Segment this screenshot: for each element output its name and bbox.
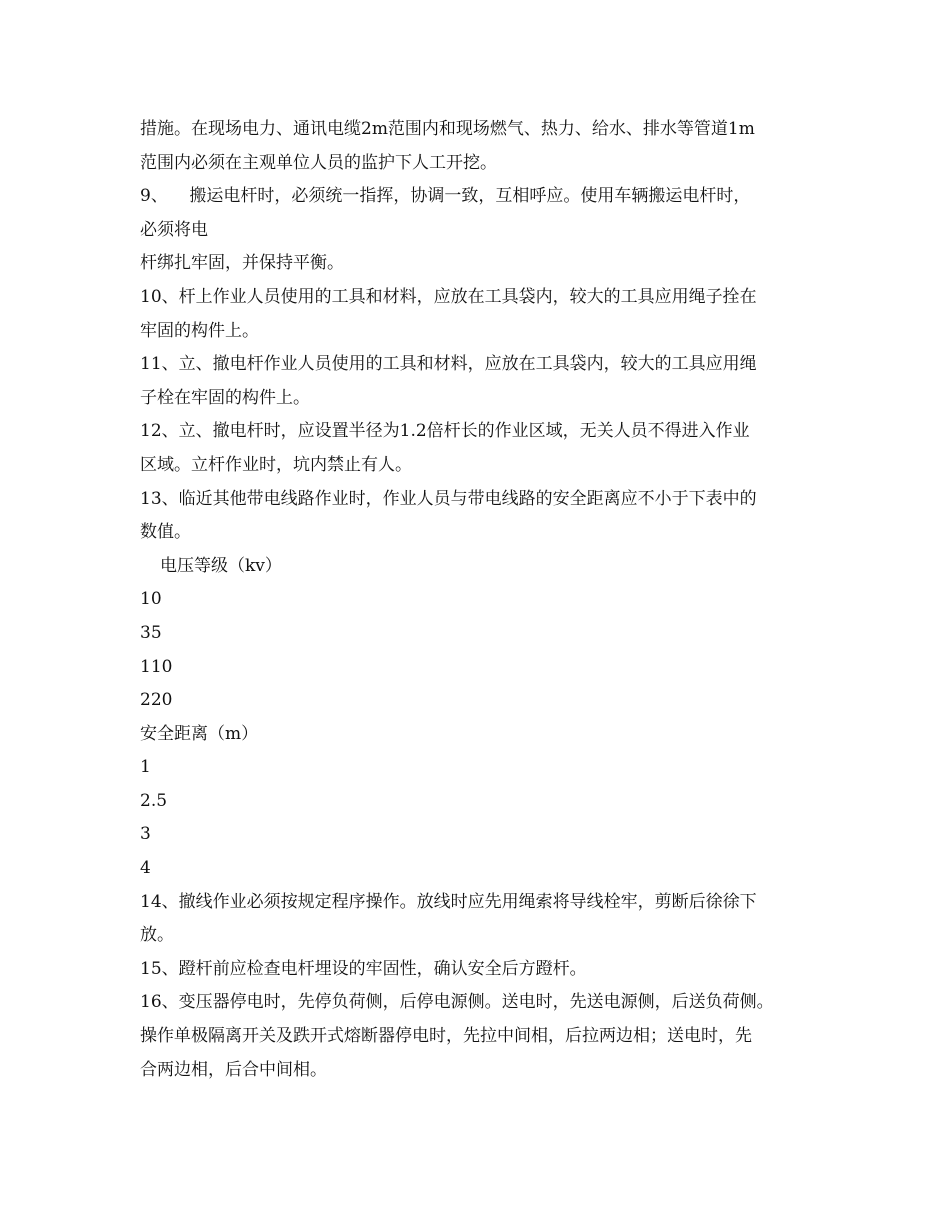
text-line: 9、 搬运电杆时，必须统一指挥，协调一致，互相呼应。使用车辆搬运电杆时， [140, 186, 751, 207]
table-cell-distance: 3 [140, 824, 151, 845]
table-cell-distance: 1 [140, 757, 151, 778]
table-header-voltage: 电压等级（kv） [160, 555, 282, 576]
text-line: 13、临近其他带电线路作业时，作业人员与带电线路的安全距离应不小于下表中的 [140, 488, 757, 509]
table-cell-voltage: 10 [140, 589, 162, 610]
text-line: 15、蹬杆前应检查电杆埋设的牢固性，确认安全后方蹬杆。 [140, 958, 587, 979]
table-cell-voltage: 220 [140, 690, 173, 711]
text-line: 数值。 [140, 522, 191, 543]
text-line: 14、撤线作业必须按规定程序操作。放线时应先用绳索将导线栓牢，剪断后徐徐下 [140, 891, 757, 912]
text-line: 范围内必须在主观单位人员的监护下人工开挖。 [140, 152, 497, 173]
document-body [140, 113, 840, 1087]
text-line: 12、立、撤电杆时，应设置半径为1.2倍杆长的作业区域，无关人员不得进入作业 [140, 421, 750, 442]
text-line: 11、立、撤电杆作业人员使用的工具和材料，应放在工具袋内，较大的工具应用绳 [140, 354, 757, 375]
table-cell-distance: 4 [140, 858, 151, 879]
text-line: 杆绑扎牢固，并保持平衡。 [140, 253, 344, 274]
text-line: 合两边相，后合中间相。 [140, 1059, 327, 1080]
text-line: 牢固的构件上。 [140, 320, 259, 341]
table-cell-voltage: 110 [140, 656, 173, 677]
table-cell-voltage: 35 [140, 622, 162, 643]
table-cell-distance: 2.5 [140, 790, 168, 811]
text-line: 放。 [140, 925, 174, 946]
text-line: 16、变压器停电时，先停负荷侧，后停电源侧。送电时，先送电源侧，后送负荷侧。 [140, 992, 774, 1013]
text-line: 区域。立杆作业时，坑内禁止有人。 [140, 454, 412, 475]
text-line: 10、杆上作业人员使用的工具和材料，应放在工具袋内，较大的工具应用绳子拴在 [140, 286, 757, 307]
text-line: 操作单极隔离开关及跌开式熔断器停电时，先拉中间相，后拉两边相；送电时，先 [140, 1026, 752, 1047]
text-line: 子栓在牢固的构件上。 [140, 387, 310, 408]
text-line: 措施。在现场电力、通讯电缆2m范围内和现场燃气、热力、给水、排水等管道1m [140, 119, 755, 139]
text-line: 必须将电 [140, 219, 208, 240]
table-header-distance: 安全距离（m） [140, 723, 259, 744]
